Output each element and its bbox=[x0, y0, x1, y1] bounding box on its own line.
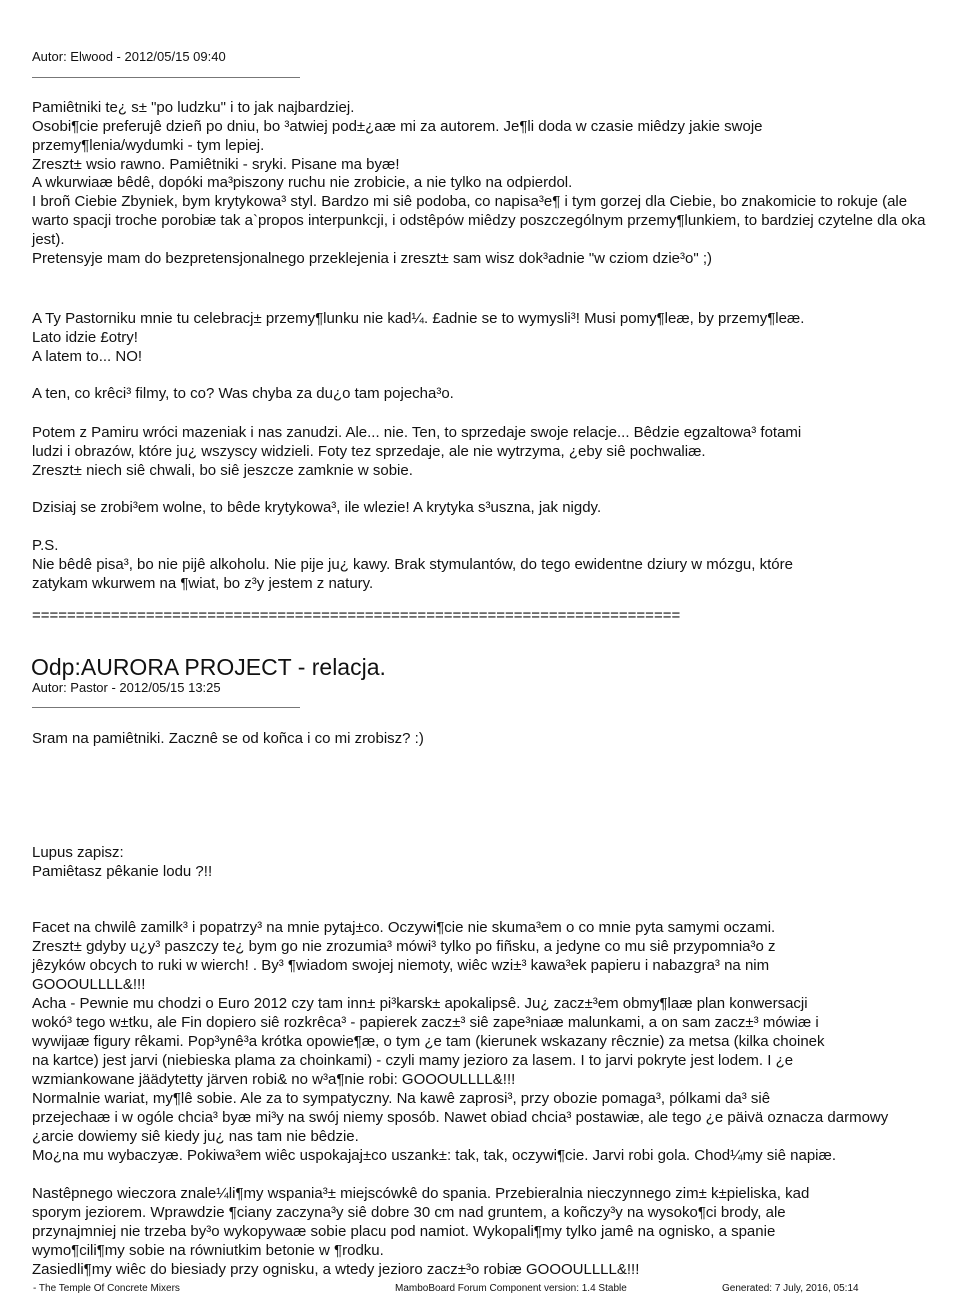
paragraph bbox=[32, 173, 928, 268]
text-line: Nie bêdê pisa³, bo nie pijê alkoholu. Nie pije ju¿ kawy. Brak stymulantów, do tego ewidentne dziury w mózgu, które bbox=[32, 556, 793, 573]
text-line: I broñ Ciebie Zbyniek, bym krytykowa³ styl. Bardzo mi siê podoba, co napisa³e¶ i tym gorzej dla Ciebie, bo znakomicie to rokuje (ale warto spacji troche porobiæ tak a`propos interpunkcji, i odstêpów miêdzy poszczególnym przemy¶lunkiem, to bardziej czytelne dla oka jest). bbox=[32, 193, 926, 248]
paragraph bbox=[32, 309, 804, 366]
text-line: GOOOULLLL&!!! bbox=[32, 976, 146, 993]
text-line: Mo¿na mu wybaczyæ. Pokiwa³em wiêc uspokajaj±co uszank±: tak, tak, oczywi¶cie. Jarvi robi gola. Chod¼my siê napiæ. bbox=[32, 1147, 837, 1164]
paragraph bbox=[32, 536, 793, 593]
text-line: A Ty Pastorniku mnie tu celebracj± przemy¶lunku nie kad¼. £adnie se to wymysli³! Musi pomy¶leæ, by przemy¶leæ. bbox=[32, 310, 805, 327]
text-line: Zreszt± niech siê chwali, bo siê jeszcze zamknie w sobie. bbox=[32, 462, 413, 479]
text-line: Nastêpnego wieczora znale¼li¶my wspania³± miejscówkê do spania. Przebieralnia nieczynnego zim± k±pieliska, kad bbox=[32, 1185, 810, 1202]
text-line: wzmiankowane jäädytetty järven robi& no w³a¶nie robi: GOOOULLLL&!!! bbox=[32, 1071, 516, 1088]
text-line: wywijaæ figury rêkami. Pop³ynê³a krótka opowie¶æ, o tym ¿e tam (kierunek wskazany rêcznie) za metsa (kilka choinek bbox=[32, 1033, 825, 1050]
text-line: Zreszt± wsio rawno. Pamiêtniki - sryki. Pisane ma byæ! bbox=[32, 156, 400, 173]
paragraph bbox=[32, 423, 801, 480]
text-line: P.S. bbox=[32, 537, 59, 554]
text-line: A ten, co krêci³ filmy, to co? Was chyba za du¿o tam pojecha³o. bbox=[32, 385, 454, 402]
text-line: sporym jeziorem. Wprawdzie ¶ciany zaczyna³y siê dobre 30 cm nad gruntem, a koñczy³y na wysoko¶ci brody, ale bbox=[32, 1204, 786, 1221]
text-line: Sram na pamiêtniki. Zacznê se od koñca i co mi zrobisz? :) bbox=[32, 730, 424, 747]
paragraph bbox=[32, 843, 212, 881]
paragraph bbox=[32, 498, 601, 517]
footer-version: MamboBoard Forum Component version: 1.4 Stable bbox=[395, 1283, 627, 1294]
post-author-meta: Autor: Elwood - 2012/05/15 09:40 bbox=[32, 49, 226, 64]
text-line: przejechaæ i w ogóle chcia³ byæ mi³y na swój niemy sposób. Nawet obiad chcia³ postawiæ, ale tego ¿e päivä oznacza darmowy bbox=[32, 1109, 889, 1126]
text-line: wokó³ tego w±tku, ale Fin dopiero siê rozkrêca³ - papierek zacz±³ siê zape³niaæ malunkami, a on sam zacz±³ mówiæ i bbox=[32, 1014, 819, 1031]
text-line: ¿arcie dowiemy siê kiedy ju¿ nas tam nie bêdzie. bbox=[32, 1128, 359, 1145]
text-line: przemy¶lenia/wydumki - tym lepiej. bbox=[32, 137, 265, 154]
post-separator: ========================================================================== bbox=[32, 607, 681, 624]
text-line: ludzi i obrazów, które ju¿ wszyscy widzieli. Foty tez sprzedaje, ale nie wytrzyma, ¿eby siê pochwaliæ. bbox=[32, 443, 706, 460]
text-line: Normalnie wariat, my¶lê sobie. Ale za to sympatyczny. Na kawê zaprosi³, przy obozie pomaga³, pólkami da³ siê bbox=[32, 1090, 771, 1107]
paragraph bbox=[32, 1184, 809, 1279]
text-line: Pamiêtniki te¿ s± "po ludzku" i to jak najbardziej. bbox=[32, 99, 355, 116]
text-line: przynajmniej nie trzeba by³o wykopywaæ sobie placu pod namiot. Wykopali¶my tylko jamê na ognisko, a spanie bbox=[32, 1223, 776, 1240]
text-line: Acha - Pewnie mu chodzi o Euro 2012 czy tam inn± pi³karsk± apokalipsê. Ju¿ zacz±³em obmy¶laæ plan konwersacji bbox=[32, 995, 808, 1012]
text-line: Zasiedli¶my wiêc do biesiady przy ognisku, a wtedy jezioro zacz±³o robiæ GOOOULLLL&!!! bbox=[32, 1261, 640, 1278]
paragraph bbox=[32, 98, 763, 174]
text-line: Dzisiaj se zrobi³em wolne, to bêde krytykowa³, ile wlezie! A krytyka s³uszna, jak nigdy. bbox=[32, 499, 602, 516]
post-author-meta: Autor: Pastor - 2012/05/15 13:25 bbox=[32, 680, 221, 695]
text-line: A wkurwiaæ bêdê, dopóki ma³piszony ruchu nie zrobicie, a nie tylko na odpierdol. bbox=[32, 174, 573, 191]
divider bbox=[32, 77, 300, 78]
text-line: Osobi¶cie preferujê dzieñ po dniu, bo ³atwiej pod±¿aæ mi za autorem. Je¶li doda w czasie miêdzy jakie swoje bbox=[32, 118, 763, 135]
text-line: na kartce) jest jarvi (niebieska plama za choinkami) - czyli mamy jezioro za lasem. I to jarvi pokryte jest lodem. I ¿e bbox=[32, 1052, 794, 1069]
paragraph bbox=[32, 729, 424, 748]
footer-site-name: - The Temple Of Concrete Mixers bbox=[33, 1283, 180, 1294]
paragraph bbox=[32, 384, 454, 403]
text-line: Lupus zapisz: bbox=[32, 844, 124, 861]
text-line: Potem z Pamiru wróci mazeniak i nas zanudzi. Ale... nie. Ten, to sprzedaje swoje relacje... Bêdzie egzaltowa³ fotami bbox=[32, 424, 802, 441]
text-line: Pamiêtasz pêkanie lodu ?!! bbox=[32, 863, 213, 880]
text-line: jêzyków obcych to ruki w wierch! . By³ ¶wiadom swojej niemoty, wiêc wzi±³ kawa³ek papieru i nabazgra³ na nim bbox=[32, 957, 770, 974]
footer-generated-date: Generated: 7 July, 2016, 05:14 bbox=[722, 1283, 859, 1294]
text-line: Zreszt± gdyby u¿y³ paszczy te¿ bym go nie zrozumia³ mówi³ tylko po fiñsku, a jedyne co mu siê przypomnia³o z bbox=[32, 938, 776, 955]
post-title: Odp:AURORA PROJECT - relacja. bbox=[31, 654, 386, 680]
text-line: Pretensyje mam do bezpretensjonalnego przeklejenia i zreszt± sam wisz dok³adnie "w cziom dzie³o" ;) bbox=[32, 250, 713, 267]
text-line: Facet na chwilê zamilk³ i popatrzy³ na mnie pytaj±co. Oczywi¶cie nie skuma³em o co mnie pyta samymi oczami. bbox=[32, 919, 776, 936]
text-line: wymo¶cili¶my sobie na równiutkim betonie w ¶rodku. bbox=[32, 1242, 384, 1259]
text-line: zatykam wkurwem na ¶wiat, bo z³y jestem z natury. bbox=[32, 575, 374, 592]
divider bbox=[32, 707, 300, 708]
text-line: A latem to... NO! bbox=[32, 348, 143, 365]
page-footer bbox=[0, 1281, 960, 1297]
paragraph bbox=[32, 918, 888, 1165]
text-line: Lato idzie £otry! bbox=[32, 329, 138, 346]
